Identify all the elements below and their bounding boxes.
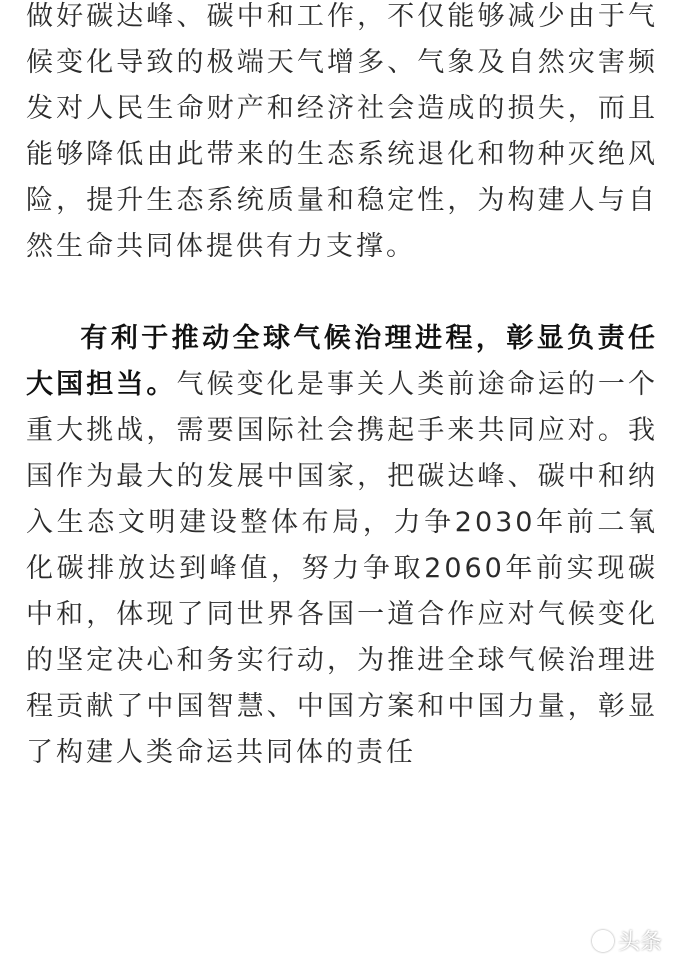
paragraph-1-text: 做好碳达峰、碳中和工作，不仅能够减少由于气候变化导致的极端天气增多、气象及自然灾害频发对人民生命财产和经济社会造成的损失，而且能够降低由此带来的生态系统退化和物种灭绝风险，提升生态系统质量和稳定性，为构建人与自然生命共同体提供有力支撑。 <box>26 1 658 262</box>
watermark-logo-icon <box>592 930 614 952</box>
paragraph-1 <box>26 0 658 270</box>
watermark <box>592 925 662 956</box>
article-body <box>26 0 658 776</box>
paragraph-2-lead: 有利于推动全球气候治理进程，彰显负责任大国担当。 <box>26 323 658 400</box>
watermark-text: 头条 <box>617 930 662 955</box>
paragraph-2-body: 气候变化是事关人类前途命运的一个重大挑战，需要国际社会携起手来共同应对。我国作为最大的发展中国家，把碳达峰、碳中和纳入生态文明建设整体布局，力争2030年前二氧化碳排放达到峰值，努力争取2060年前实现碳中和，体现了同世界各国一道合作应对气候变化的坚定决心和务实行动，为推进全球气候治理进程贡献了中国智慧、中国方案和中国力量，彰显了构建人类命运共同体的责任 <box>26 369 658 768</box>
paragraph-2 <box>26 316 658 776</box>
